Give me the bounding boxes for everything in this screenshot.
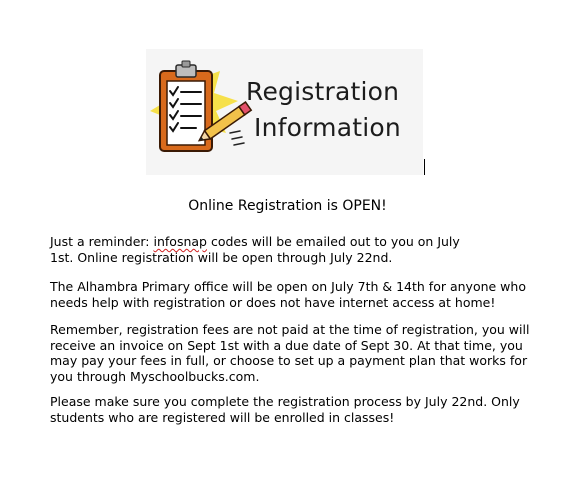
page-heading: Online Registration is OPEN!	[188, 198, 387, 214]
clipboard-checklist-pencil-icon	[146, 49, 423, 175]
deadline-paragraph: Please make sure you complete the registration process by July 22nd. Only students who are registered will be enrolled in classes!	[50, 394, 520, 425]
text-cursor	[424, 159, 425, 175]
office-hours-paragraph: The Alhambra Primary office will be open on July 7th & 14th for anyone who needs help with registration or does not have internet access at home!	[50, 279, 526, 310]
registration-banner	[146, 49, 423, 175]
reminder-paragraph	[50, 234, 550, 265]
banner-title-line2: Information	[254, 113, 401, 142]
spellcheck-flagged-word: infosnap	[153, 234, 207, 249]
reminder-text-end: codes will be emailed out to you on July 1st. Online registration will be open through July 22nd.	[50, 234, 460, 265]
reminder-text-start: Just a reminder:	[50, 234, 154, 249]
banner-title-line1: Registration	[246, 77, 400, 106]
fees-paragraph: Remember, registration fees are not paid at the time of registration, you will receive an invoice on Sept 1st with a due date of Sept 30. At that time, you may pay your fees in full, or choose to set up a payment plan that works for you through Myschoolbucks.com.	[50, 322, 530, 384]
